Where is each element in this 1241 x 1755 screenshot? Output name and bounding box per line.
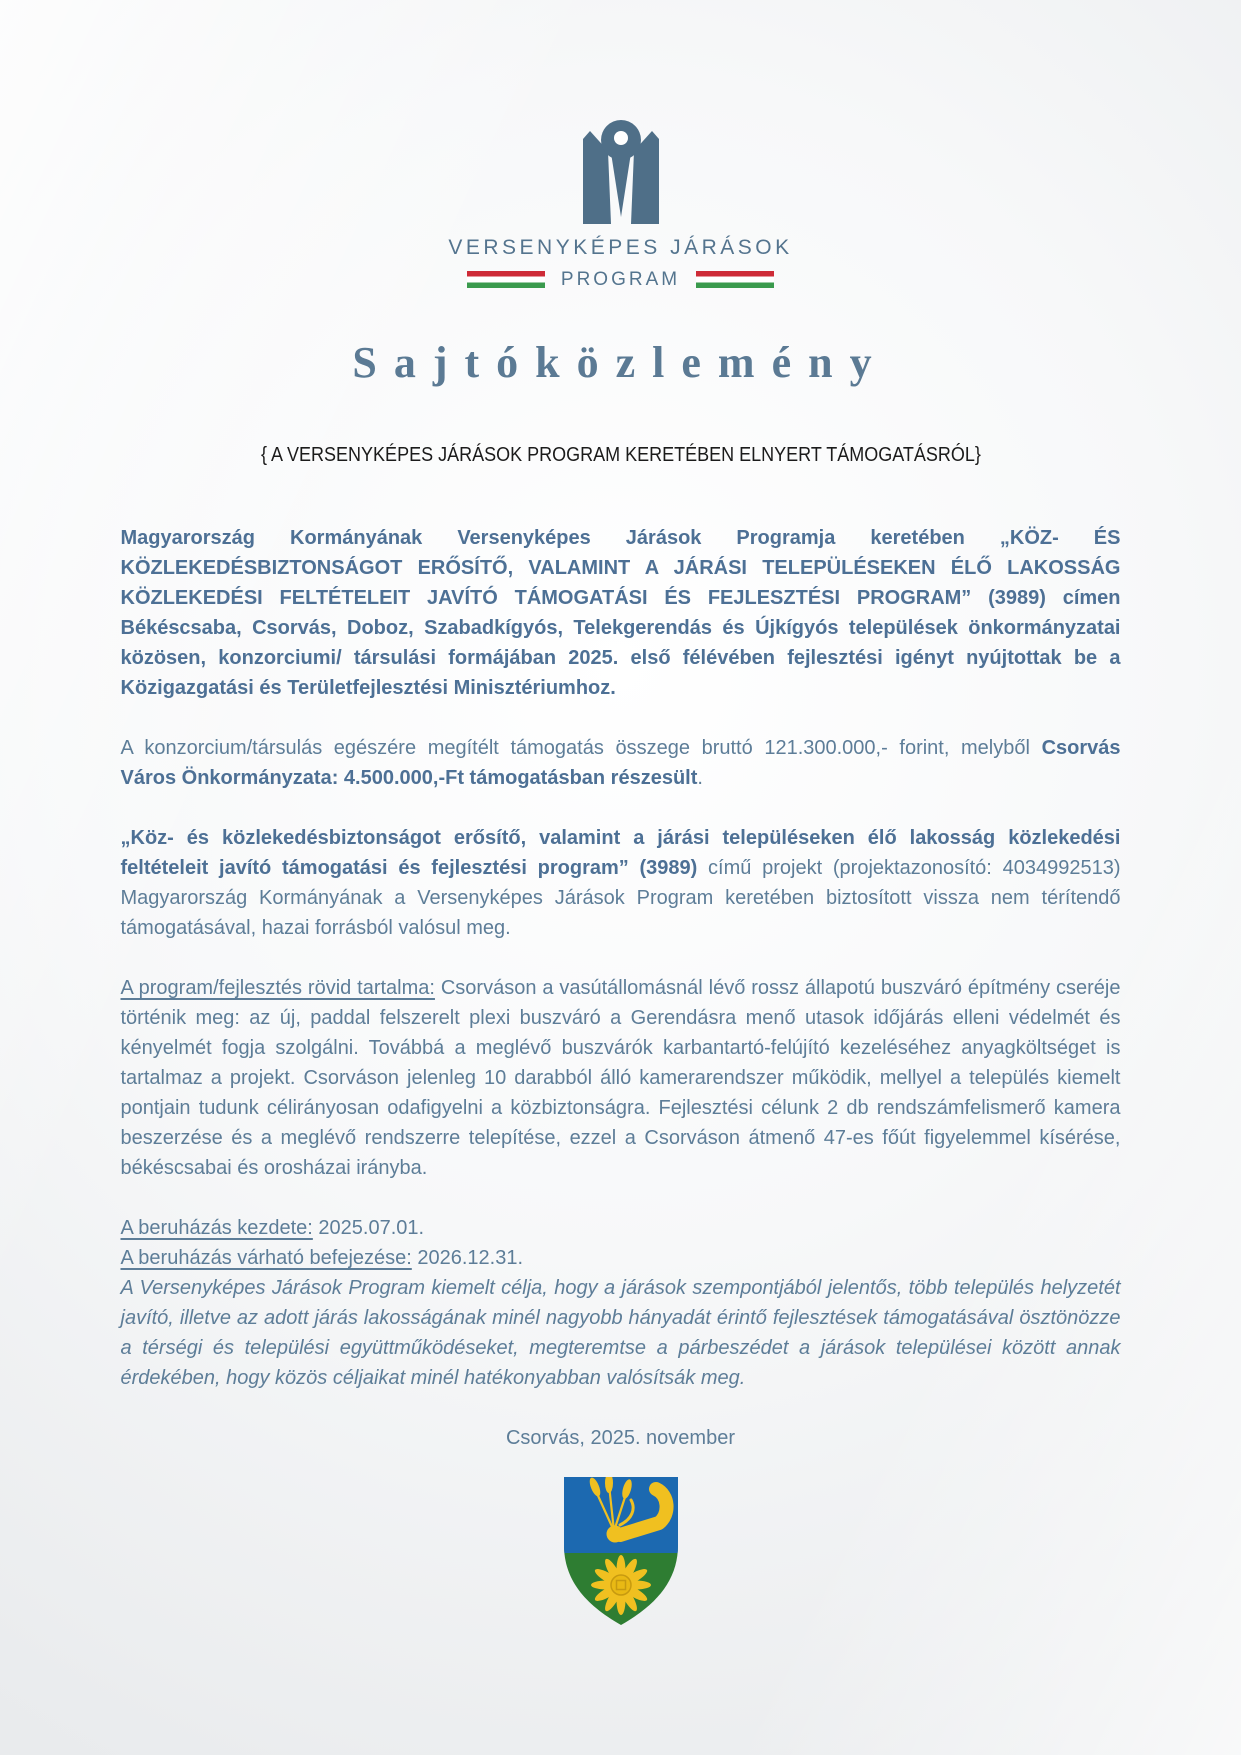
document-subtitle <box>0 444 1241 467</box>
investment-start-line <box>121 1213 1121 1243</box>
document-body <box>121 523 1121 1453</box>
hungarian-flag-stripes-icon <box>467 271 545 289</box>
investment-end-line <box>121 1243 1121 1273</box>
paragraph-program-summary <box>121 973 1121 1183</box>
logo-name: VERSENYKÉPES JÁRÁSOK <box>448 236 793 259</box>
paragraph-program-goal: A Versenyképes Járások Program kiemelt célja, hogy a járások szempontjából jelentős, több település helyzetét javító, illetve az adott járás lakosságának minél nagyobb hányadát érintő fejlesztések támogatásával ösztönözze a térségi és települési együttműködéseket, megteremtse a párbeszédet a járások települései között annak érdekében, hogy közös céljaikat minél hatékonyabban valósítsák meg. <box>120 1277 1121 1389</box>
paragraph-project-id <box>121 823 1121 943</box>
project-title-bold: „Köz- és közlekedésbiztonságot erősítő, valamint a járási településeken élő lakosság közlekedési feltételeit javító támogatási és fejlesztési program” (3989) <box>120 827 1121 879</box>
grant-amount-period: . <box>697 767 703 789</box>
csorvas-coat-of-arms-icon <box>556 1473 686 1631</box>
investment-start-label: A beruházás kezdete: <box>120 1217 313 1239</box>
project-id-text: című projekt (projektazonosító: 4034992513) Magyarország Kormányának a Versenyképes Járások Program keretében biztosított vissza nem térítendő támogatásával, hazai forrásból valósul meg. <box>120 857 1121 939</box>
document-subtitle-text: { A VERSENYKÉPES JÁRÁSOK PROGRAM KERETÉBEN ELNYERT TÁMOGATÁSRÓL} <box>260 444 981 466</box>
logo-program-label: PROGRAM <box>560 269 681 290</box>
program-summary-text: Csorváson a vasútállomásnál lévő rossz állapotú buszváró építmény cseréje történik meg: az új, paddal felszerelt plexi buszváró a Gerendásra menő utasok időjárás elleni védelmét és kényelmét fogja szolgálni. Továbbá a meglévő buszvárók karbantartó-felújító kezeléséhez anyagköltséget is tartalmaz a projekt. Csorváson jelenleg 10 darabból álló kamerarendszer működik, mellyel a település kiemelt pontjain tudunk célirányosan odafigyelni a közbiztonságra. Fejlesztési célunk 2 db rendszámfelismerő kamera beszerzése és a meglévő rendszerre telepítése, ezzel a Csorváson átmenő 47-es főút figyelemmel kísérése, békéscsabai és orosházai irányba. <box>120 977 1121 1179</box>
hungarian-flag-stripes-icon <box>696 271 774 289</box>
paragraph-grant-amount <box>121 733 1121 793</box>
logo-program-row <box>0 269 1241 291</box>
grant-amount-text: A konzorcium/társulás egészére megítélt támogatás összege bruttó 121.300.000,- forint, melyből <box>120 737 1042 759</box>
investment-end-value: 2026.12.31. <box>411 1247 524 1269</box>
crest-block <box>0 1473 1241 1636</box>
document-title: Sajtóközlemény <box>352 338 889 387</box>
investment-dates <box>121 1213 1121 1273</box>
investment-end-label: A beruházás várható befejezése: <box>120 1247 412 1269</box>
location-pin-v-logo-icon <box>582 120 660 224</box>
grant-amount-bold: Csorvás Város Önkormányzata: 4.500.000,-Ft támogatásban részesült <box>120 737 1121 789</box>
investment-start-value: 2025.07.01. <box>312 1217 425 1239</box>
program-logo <box>0 0 1241 291</box>
closing-date: Csorvás, 2025. november <box>505 1427 735 1449</box>
program-summary-label: A program/fejlesztés rövid tartalma: <box>120 977 435 999</box>
paragraph-intro: Magyarország Kormányának Versenyképes Járások Programja keretében „KÖZ- ÉS KÖZLEKEDÉSBIZTONSÁGOT ERŐSÍTŐ, VALAMINT A JÁRÁSI TELEPÜLÉSEKEN ÉLŐ LAKOSSÁG KÖZLEKEDÉSI FELTÉTELEIT JAVÍTÓ TÁMOGATÁSI ÉS FEJLESZTÉSI PROGRAM” (3989) címen Békéscsaba, Csorvás, Doboz, Szabadkígyós, Telekgerendás és Újkígyós települések önkormányzatai közösen, konzorciumi/ társulási formájában 2025. első félévében fejlesztési igényt nyújtottak be a Közigazgatási és Területfejlesztési Minisztériumhoz. <box>120 527 1121 699</box>
